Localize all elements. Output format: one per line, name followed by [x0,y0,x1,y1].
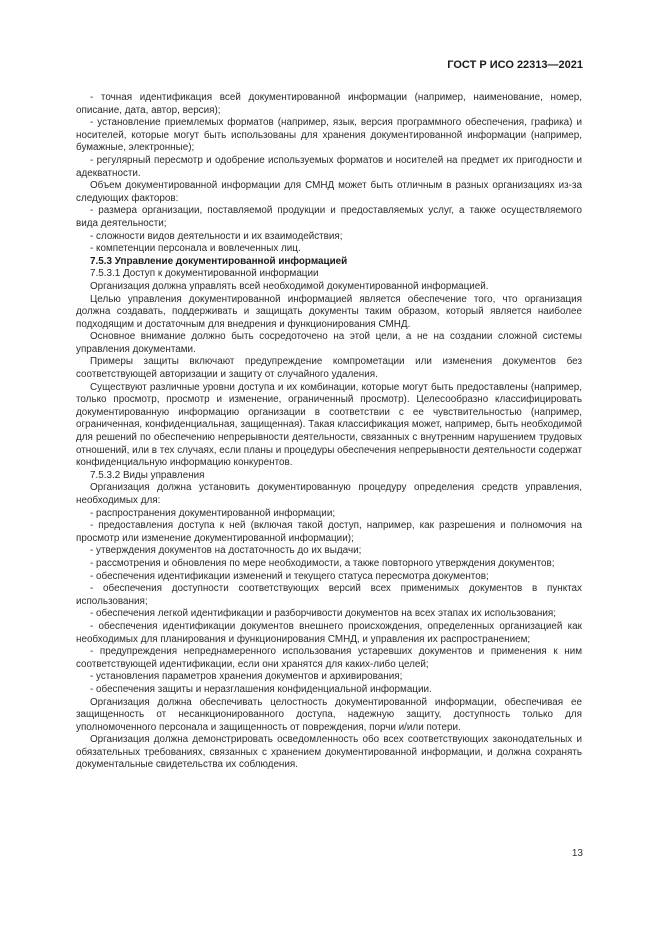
section-heading: 7.5.3 Управление документированной информацией [90,255,348,267]
list-item: - обеспечения легкой идентификации и разборчивости документов на всех этапах их использования; [90,608,556,620]
page-number: 13 [571,848,583,859]
list-item: - обеспечения идентификации изменений и текущего статуса пересмотра документов; [90,570,489,582]
list-item: - обеспечения идентификации документов внешнего происхождения, определенных организацией как необходимых для планирования и функционирования СМНД, и управления их распространением; [76,620,582,645]
paragraph: Объем документированной информации для СМНД может быть отличным в разных организациях из-за следующих факторов: [76,180,582,204]
document-body [76,92,582,772]
standard-header: ГОСТ Р ИСО 22313—2021 [447,59,583,71]
paragraph: - регулярный пересмотр и одобрение используемых форматов и носителей на предмет их пригодности и адекватности. [76,154,582,179]
paragraph: - точная идентификация всей документированной информации (например, наименование, номер, описание, дата, автор, версия); [76,92,582,116]
paragraph: Существуют различные уровни доступа и их комбинации, которые могут быть предоставлены (например, только просмотр, просмотр и изменение, ограниченный просмотр). Целесообразно классифицировать документированную информацию организации в соответствии с ее чувствительностью (например, ограниченная, конфиденциальная, защищенная). Такая классификация может, например, быть необходимой для решений по обеспечению непрерывности деятельности, связанных с внутренним нарушением трудовых отношений, или в тех случаях, если планы и процедуры обеспечения непрерывности деятельности содержат конфиденциальную информацию конкурентов. [76,381,582,469]
paragraph: Основное внимание должно быть сосредоточено на этой цели, а не на создании сложной системы управления документами. [76,331,582,355]
paragraph: Организация должна управлять всей необходимой документированной информацией. [90,280,489,292]
paragraph: Примеры защиты включают предупреждение компрометации или изменения документов без соответствующей авторизации и защиту от случайного удаления. [76,356,582,381]
list-item: - распространения документированной информации; [90,507,336,519]
subsection-title: 7.5.3.1 Доступ к документированной информации [90,268,319,280]
paragraph: Организация должна демонстрировать осведомленность обо всех соответствующих законодательных и обязательных требованиях, связанных с хранением документированной информации, и должна сохранять документальные свидетельства их соблюдения. [76,734,582,771]
paragraph: - размера организации, поставляемой продукции и предоставляемых услуг, а также осуществляемого вида деятельности; [76,205,582,229]
list-item: - предупреждения непреднамеренного использования устаревших документов и применения к ним соответствующей идентификации, если они хранятся для каких-либо целей; [76,646,582,670]
list-item: - рассмотрения и обновления по мере необходимости, а также повторного утверждения документов; [90,557,555,569]
list-item: - установления параметров хранения документов и архивирования; [90,671,403,683]
subsection-title: 7.5.3.2 Виды управления [90,469,205,481]
list-item: - обеспечения доступности соответствующих версий всех применимых документов в пунктах использования; [76,583,582,607]
paragraph: Организация должна установить документированную процедуру определения средств управления, необходимых для: [76,482,582,506]
list-item: - утверждения документов на достаточность до их выдачи; [90,545,362,557]
paragraph: Целью управления документированной информацией является обеспечение того, что организация должна создавать, поддерживать и защищать документы таким образом, который является наиболее подходящим и достаточным для внедрения и функционирования СМНД. [76,293,582,330]
paragraph: - установление приемлемых форматов (например, язык, версия программного обеспечения, графика) и носителей, которые могут быть использованы для хранения документированной информации (например, бумажные, электронные); [76,117,582,154]
list-item: - предоставления доступа к ней (включая такой доступ, например, как разрешения и полномочия на просмотр или изменение документированной информации); [76,520,582,544]
paragraph: - сложности видов деятельности и их взаимодействия; [90,230,343,242]
list-item: - обеспечения защиты и неразглашения конфиденциальной информации. [90,683,432,695]
paragraph: Организация должна обеспечивать целостность документированной информации, обеспечивая ее защищенность от несанкционированного доступа, надежную защиту, доступность только для уполномоченного персонала и защищенность от повреждения, порчи и/или потери. [76,696,582,733]
paragraph: - компетенции персонала и вовлеченных лиц. [90,243,301,255]
